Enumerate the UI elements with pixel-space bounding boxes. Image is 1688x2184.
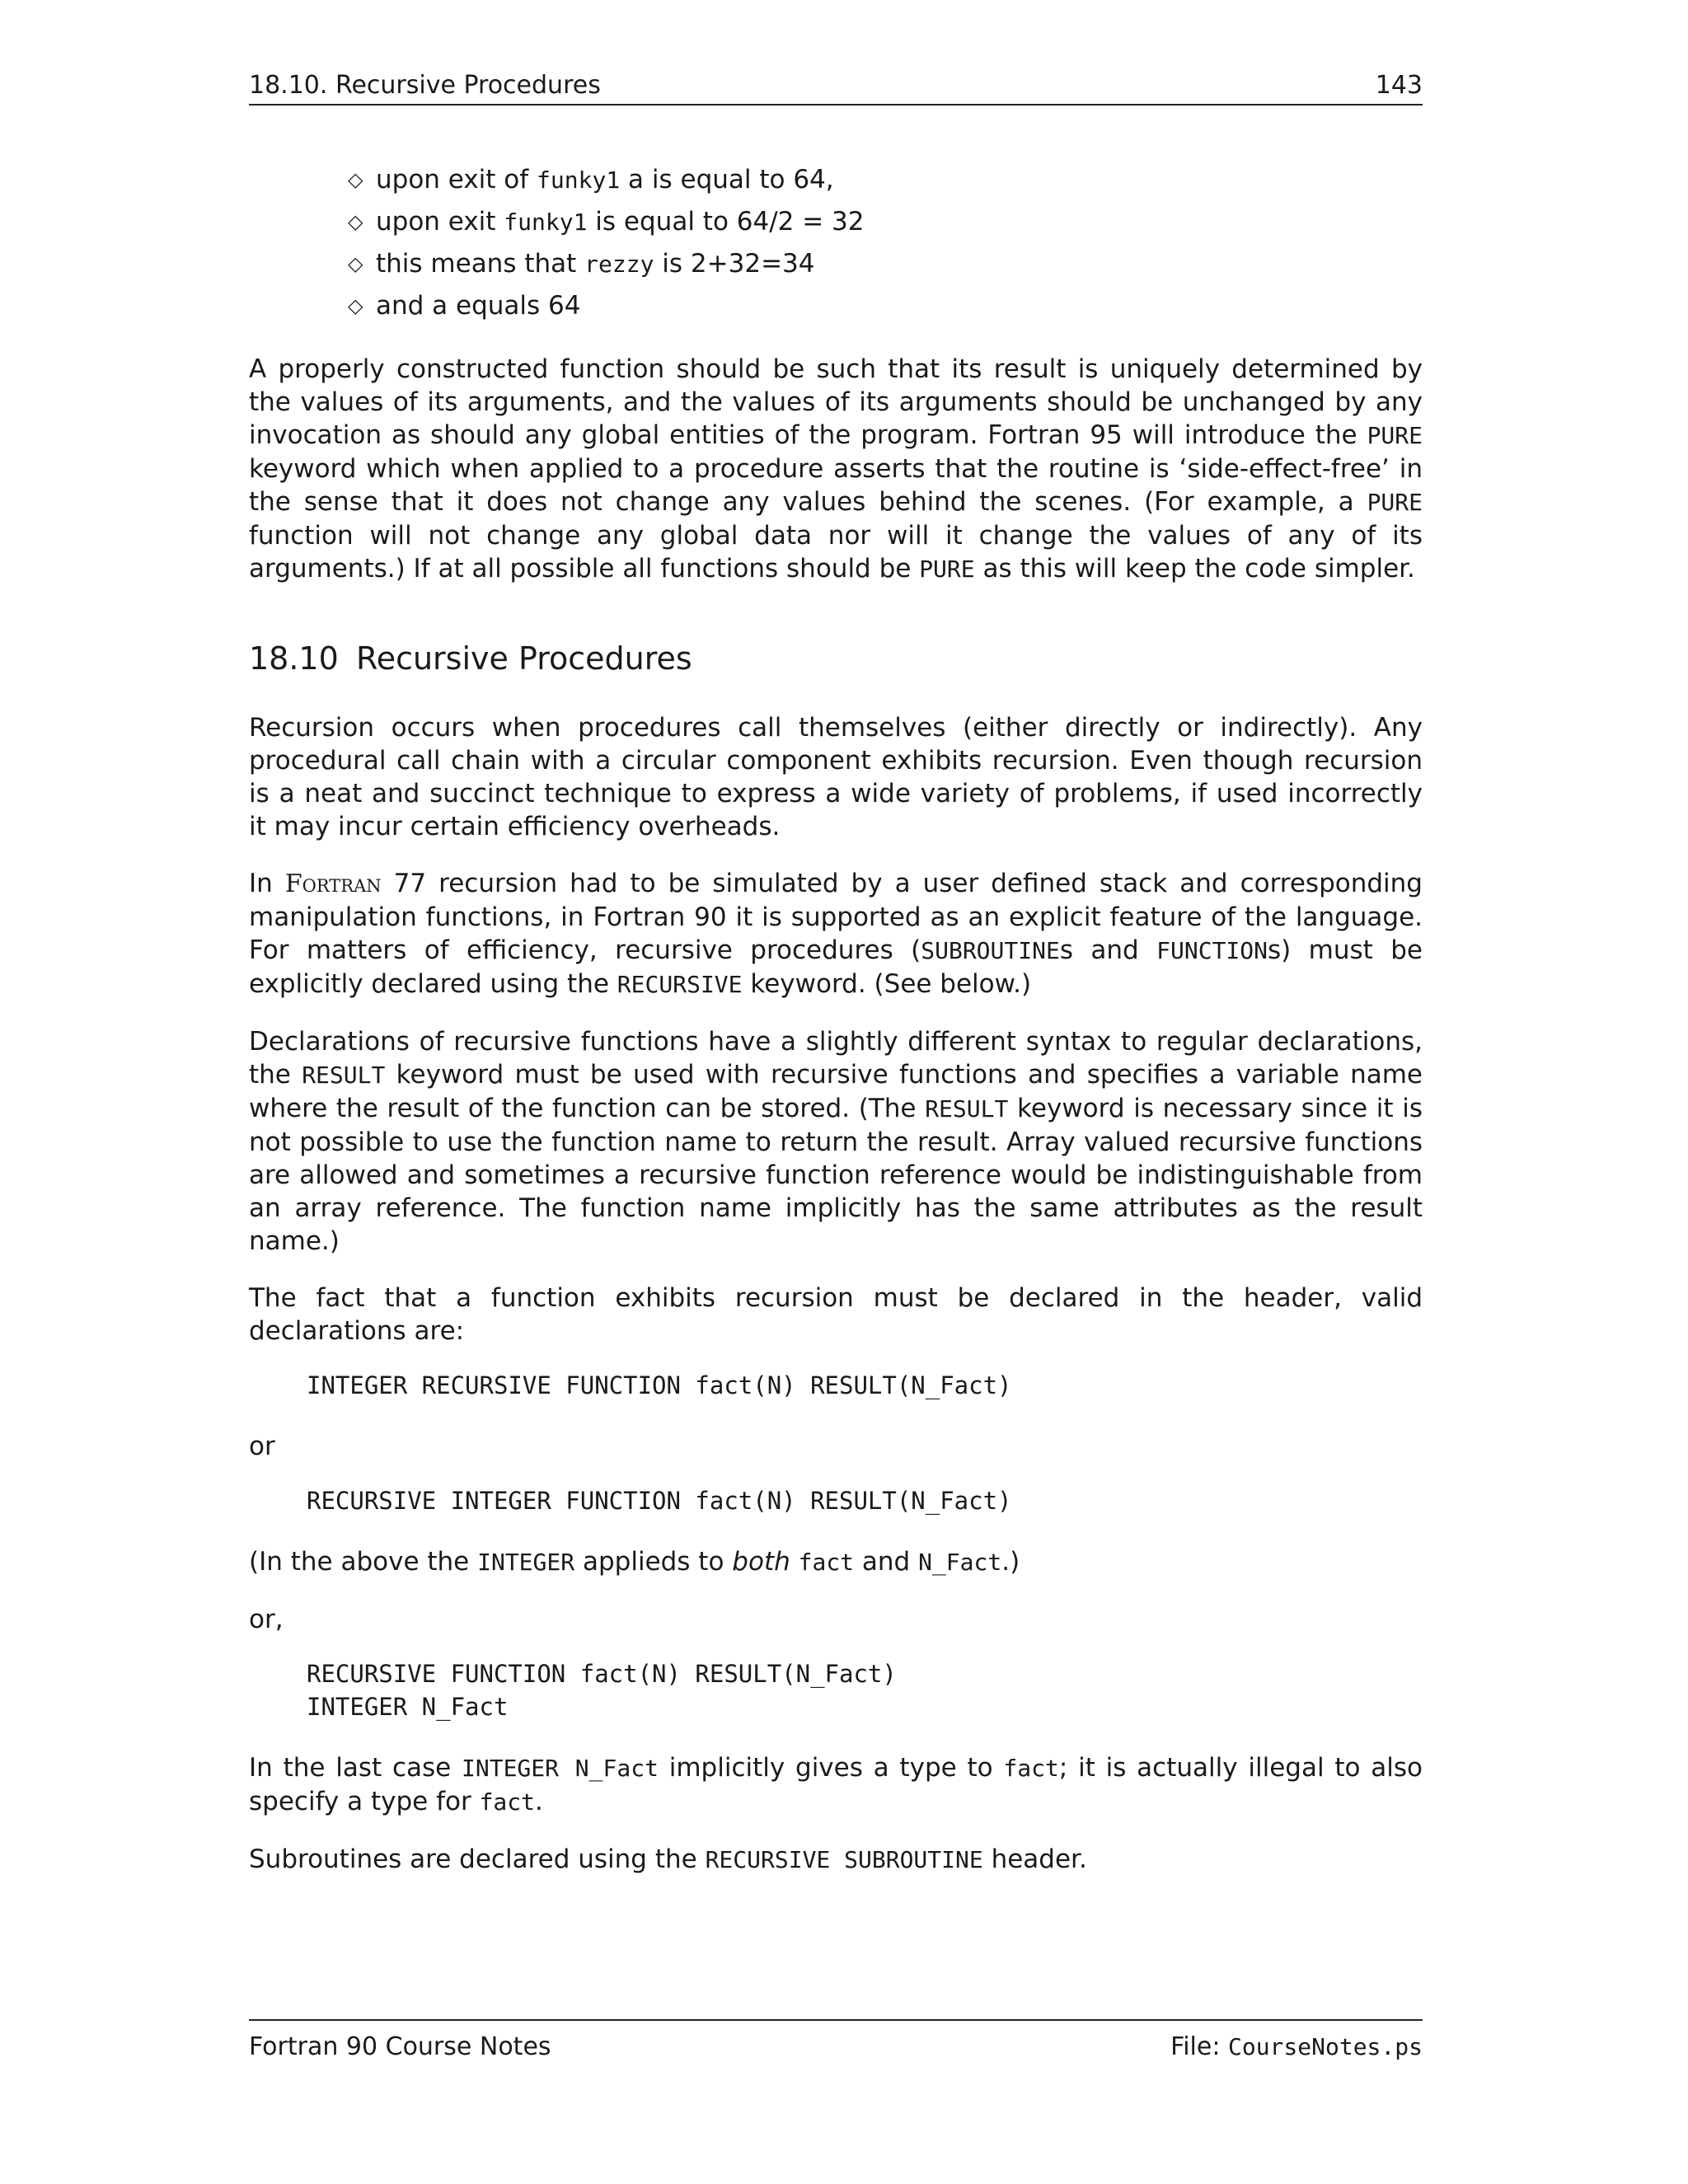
paragraph-pure-functions: A properly constructed function should be such that its result is uniquely determined by the values of its arguments, and the values of its arguments should be unchanged by any invocation as should any global entities of the program. Fortran 95 will introduce the PURE keyword which when applied to a procedure asserts that the routine is ‘side-effect-free’ in the sense that it does not change any values behind the scenes. (For example, a PURE function will not change any global data nor will it change the values of any of its arguments.) If at all possible all functions should be PURE as this will keep the code simpler. [249,354,1423,583]
list-item: ◇ and a equals 64 [348,291,581,321]
paragraph-declarations: The fact that a function exhibits recursion must be declared in the header, valid declarations are: [249,1283,1423,1346]
inline-code: funky1 [504,209,588,236]
list-item: ◇ upon exit of funky1 a is equal to 64, [348,165,834,194]
header-section-title: 18.10. Recursive Procedures [249,71,601,100]
page [249,0,1423,2184]
code-block-1: INTEGER RECURSIVE FUNCTION fact(N) RESULT(N_Fact) [307,1371,1012,1399]
connector-or: or [249,1432,275,1461]
diamond-bullet-icon: ◇ [348,210,363,233]
connector-or-comma: or, [249,1605,284,1634]
footer-filename: CourseNotes.ps [1227,2033,1423,2060]
section-number: 18.10 [249,640,339,677]
running-header [249,68,1423,105]
diamond-bullet-icon: ◇ [348,168,363,191]
paragraph-recursion-intro: Recursion occurs when procedures call themselves (either directly or indirectly). Any procedural call chain with a circular component exhibits recursion. Even though recursion is a neat and succinct technique to express a wide variety of problems, if used incorrectly it may incur certain efficiency overheads. [249,713,1423,841]
code-block-3: RECURSIVE FUNCTION fact(N) RESULT(N_Fact) INTEGER N_Fact [307,1660,897,1721]
section-title: Recursive Procedures [356,640,692,677]
list-item: ◇ upon exit funky1 is equal to 64/2 = 32 [348,207,865,237]
page-content [249,163,1423,1900]
diamond-bullet-icon: ◇ [348,252,363,275]
paragraph-subroutines: Subroutines are declared using the RECURSIVE SUBROUTINE header. [249,1844,1087,1874]
footer-course-title: Fortran 90 Course Notes [249,2032,551,2061]
code-block-2: RECURSIVE INTEGER FUNCTION fact(N) RESULT(N_Fact) [307,1487,1012,1515]
paragraph-integer-note: (In the above the INTEGER applieds to both fact and N_Fact.) [249,1547,1020,1577]
header-page-number: 143 [1375,71,1423,100]
diamond-bullet-icon: ◇ [348,294,363,317]
section-heading [249,639,1423,678]
running-footer [249,2019,1423,2061]
inline-code: funky1 [537,166,621,194]
footer-file: File: CourseNotes.ps [1170,2032,1423,2061]
inline-code: rezzy [584,251,654,278]
paragraph-result-keyword: Declarations of recursive functions have a slightly different syntax to regular declarations, the RESULT keyword must be used with recursive functions and specifies a variable name where the result of the function can be stored. (The RESULT keyword is necessary since it is not possible to use the function name to return the result. Array valued recursive functions are allowed and sometimes a recursive function reference would be indistinguishable from an array reference. The function name implicitly has the same attributes as the result name.) [249,1027,1423,1256]
bullet-list [249,163,1423,331]
list-item: ◇ this means that rezzy is 2+32=34 [348,249,815,279]
paragraph-last-case: In the last case INTEGER N_Fact implicitly gives a type to fact; it is actually illegal to also specify a type for fact. [249,1753,1423,1816]
paragraph-fortran77: In Fortran 77 recursion had to be simulated by a user defined stack and corresponding manipulation functions, in Fortran 90 it is supported as an explicit feature of the language. For matters of efficiency, recursive procedures (SUBROUTINEs and FUNCTIONs) must be explicitly declared using the RECURSIVE keyword. (See below.) [249,869,1423,999]
